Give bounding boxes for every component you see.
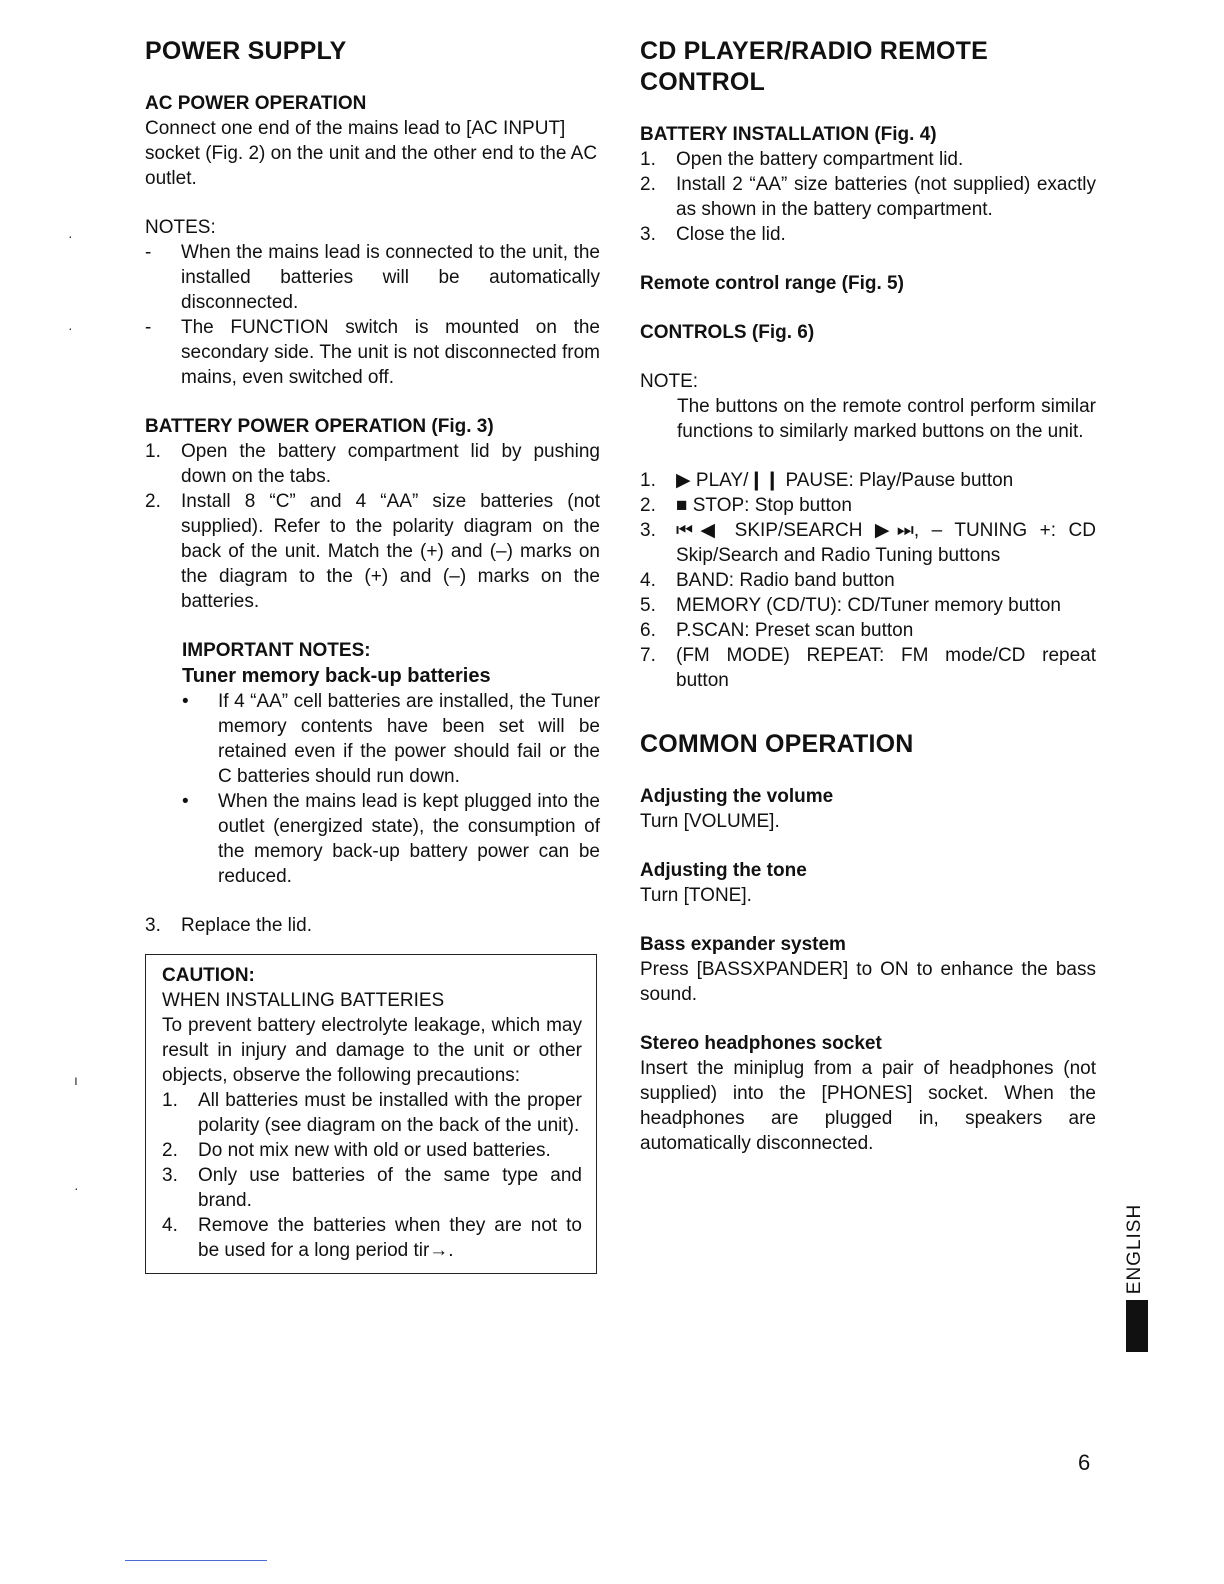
ac-power-title: AC POWER OPERATION [145, 93, 367, 114]
notes-list [145, 240, 600, 390]
caution-subtitle: WHEN INSTALLING BATTERIES [162, 990, 445, 1011]
list-item: 1. All batteries must be installed with the proper polarity (see diagram on the back of the unit). [162, 1090, 582, 1136]
list-item: 3. ⏮◀ SKIP/SEARCH ▶⏭, – TUNING +: CD Skip/Search and Radio Tuning buttons [640, 520, 1096, 566]
list-item: - When the mains lead is connected to the unit, the installed batteries will be automatically disconnected. [145, 242, 600, 313]
op-text: Press [BASSXPANDER] to ON to enhance the bass sound. [640, 959, 1096, 1005]
scan-speck: · [74, 1180, 79, 1196]
list-item: 1. Open the battery compartment lid. [640, 149, 964, 170]
list-item: • If 4 “AA” cell batteries are installed, the Tuner memory contents have been set will be retained even if the power should fail or the C batteries should run down. [182, 691, 600, 787]
list-item: 2. Install 8 “C” and 4 “AA” size batteries (not supplied). Refer to the polarity diagram on the back of the unit. Match the (+) and (–) marks on the diagram to the (+) and (–) marks on the batteries. [145, 491, 600, 612]
list-item: • When the mains lead is kept plugged into the outlet (energized state), the consumption of the memory back-up battery power can be reduced. [182, 791, 600, 887]
note-text: The buttons on the remote control perform similar functions to similarly marked buttons on the unit. [677, 396, 1096, 442]
left-column [145, 36, 600, 1274]
battery-step-3 [145, 913, 600, 938]
list-item: 5. MEMORY (CD/TU): CD/Tuner memory button [640, 595, 1062, 616]
caution-text: To prevent battery electrolyte leakage, which may result in injury and damage to the unit or other objects, observe the following precautions: [162, 1015, 582, 1086]
scan-speck: · [68, 228, 73, 244]
controls-list [640, 468, 1096, 693]
list-item: - The FUNCTION switch is mounted on the secondary side. The unit is not disconnected from mains, even switched off. [145, 317, 600, 388]
list-item: 4. BAND: Radio band button [640, 570, 895, 591]
remote-range-title: Remote control range (Fig. 5) [640, 273, 904, 294]
op-text: Turn [TONE]. [640, 885, 752, 906]
scan-speck: · [68, 320, 73, 336]
scan-edge-line [125, 1560, 267, 1561]
op-text: Insert the miniplug from a pair of headphones (not supplied) into the [PHONES] socket. When the headphones are plugged in, speakers are automatically disconnected. [640, 1058, 1096, 1154]
language-tab-marker [1126, 1300, 1148, 1352]
list-item: 1. Open the battery compartment lid by pushing down on the tabs. [145, 441, 600, 487]
caution-list [162, 1088, 582, 1263]
list-item: 2. ■ STOP: Stop button [640, 495, 852, 516]
list-item: 7. (FM MODE) REPEAT: FM mode/CD repeat button [640, 645, 1096, 691]
battery-installation-title: BATTERY INSTALLATION (Fig. 4) [640, 124, 937, 145]
important-notes-list [182, 689, 600, 889]
install-steps [640, 147, 1096, 247]
language-side-label: ENGLISH [1124, 1203, 1145, 1295]
op-title: Adjusting the tone [640, 860, 807, 881]
list-item: 3. Close the lid. [640, 224, 786, 245]
notes-label: NOTES: [145, 217, 216, 238]
power-supply-title: POWER SUPPLY [145, 37, 347, 65]
important-notes-block [145, 638, 600, 889]
op-text: Turn [VOLUME]. [640, 811, 780, 832]
important-notes-title: IMPORTANT NOTES: [182, 640, 371, 661]
caution-box [145, 954, 597, 1274]
list-item: 3. Only use batteries of the same type and brand. [162, 1165, 582, 1211]
op-title: Adjusting the volume [640, 786, 834, 807]
caution-title: CAUTION: [162, 965, 255, 986]
page-number: 6 [1078, 1450, 1091, 1475]
list-item: 3. Replace the lid. [145, 915, 312, 936]
op-title: Stereo headphones socket [640, 1033, 882, 1054]
tuner-memory-title: Tuner memory back-up batteries [182, 665, 491, 687]
list-item: 2. Do not mix new with old or used batteries. [162, 1140, 551, 1161]
note-label: NOTE: [640, 371, 699, 392]
list-item: 2. Install 2 “AA” size batteries (not supplied) exactly as shown in the battery compartment. [640, 174, 1096, 220]
list-item: 1. ▶ PLAY/❙❙ PAUSE: Play/Pause button [640, 470, 1014, 491]
ac-power-text: Connect one end of the mains lead to [AC INPUT] socket (Fig. 2) on the unit and the other end to the AC outlet. [145, 118, 598, 189]
battery-power-title: BATTERY POWER OPERATION (Fig. 3) [145, 416, 494, 437]
right-column [640, 36, 1096, 1156]
controls-title: CONTROLS (Fig. 6) [640, 322, 815, 343]
list-item: 4. Remove the batteries when they are not to be used for a long period tir→. [162, 1215, 582, 1261]
battery-steps [145, 439, 600, 614]
remote-control-title: CD PLAYER/RADIO REMOTE CONTROL [640, 37, 988, 96]
scan-speck: ı [74, 1072, 78, 1088]
op-title: Bass expander system [640, 934, 846, 955]
list-item: 6. P.SCAN: Preset scan button [640, 620, 914, 641]
common-operation-title: COMMON OPERATION [640, 730, 914, 758]
